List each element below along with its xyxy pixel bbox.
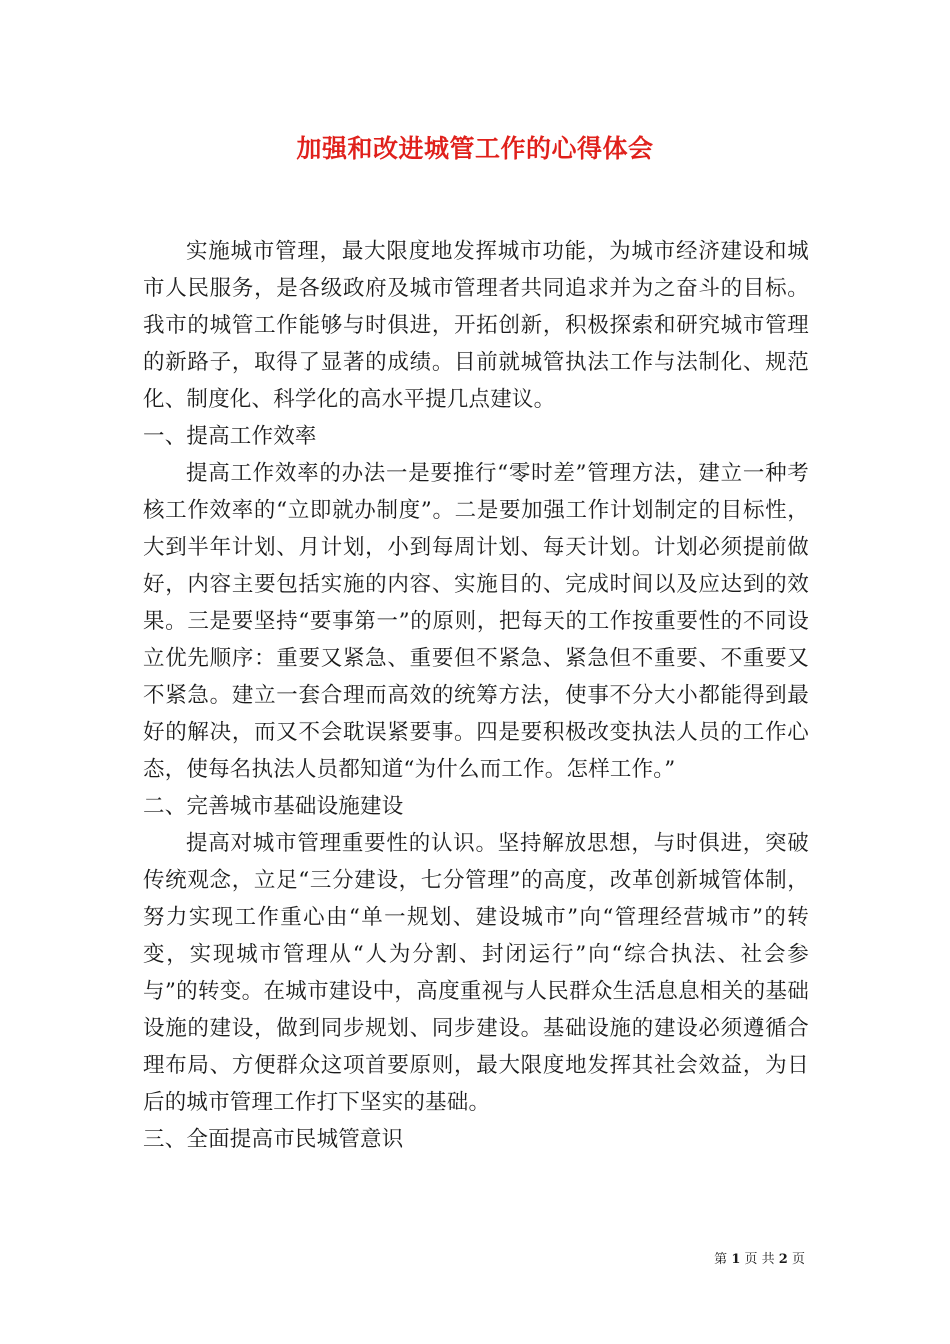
section-heading-2: 二、完善城市基础设施建设: [143, 794, 404, 819]
page-number-total: 2: [778, 1252, 788, 1267]
page-number-prefix: 第: [714, 1252, 728, 1267]
paragraph-infrastructure: 提高对城市管理重要性的认识。坚持解放思想，与时俱进，突破传统观念，立足“三分建设，七分管理”的高度，改革创新城管体制，努力实现工作重心由“单一规划、建设城市”向“管理经营城市”的转变，实现城市管理从“人为分割、封闭运行”向“综合执法、社会参与”的转变。在城市建设中，高度重视与人民群众生活息息相关的基础设施的建设，做到同步规划、同步建设。基础设施的建设必须遵循合理布局、方便群众这项首要原则，最大限度地发挥其社会效益，为日后的城市管理工作打下坚实的基础。: [143, 831, 809, 1115]
page-number-middle: 页 共: [744, 1252, 775, 1267]
document-body: [143, 233, 809, 1158]
section-heading-3: 三、全面提高市民城管意识: [143, 1127, 404, 1152]
page-number-current: 1: [731, 1252, 741, 1267]
document-title: 加强和改进城管工作的心得体会: [296, 134, 654, 163]
section-heading-1: 一、提高工作效率: [143, 424, 317, 449]
page-number: [714, 1248, 805, 1267]
paragraph-efficiency: 提高工作效率的办法一是要推行“零时差”管理方法，建立一种考核工作效率的“立即就办制度”。二是要加强工作计划制定的目标性，大到半年计划、月计划，小到每周计划、每天计划。计划必须提前做好，内容主要包括实施的内容、实施目的、完成时间以及应达到的效果。三是要坚持“要事第一”的原则，把每天的工作按重要性的不同设立优先顺序：重要又紧急、重要但不紧急、紧急但不重要、不重要又不紧急。建立一套合理而高效的统筹方法，使事不分大小都能得到最好的解决，而又不会耽误紧要事。四是要积极改变执法人员的工作心态，使每名执法人员都知道“为什么而工作。怎样工作。”: [143, 461, 809, 782]
page-number-suffix: 页: [791, 1252, 805, 1267]
paragraph-intro: 实施城市管理，最大限度地发挥城市功能，为城市经济建设和城市人民服务，是各级政府及城市管理者共同追求并为之奋斗的目标。我市的城管工作能够与时俱进，开拓创新，积极探索和研究城市管理的新路子，取得了显著的成绩。目前就城管执法工作与法制化、规范化、制度化、科学化的高水平提几点建议。: [143, 239, 809, 412]
